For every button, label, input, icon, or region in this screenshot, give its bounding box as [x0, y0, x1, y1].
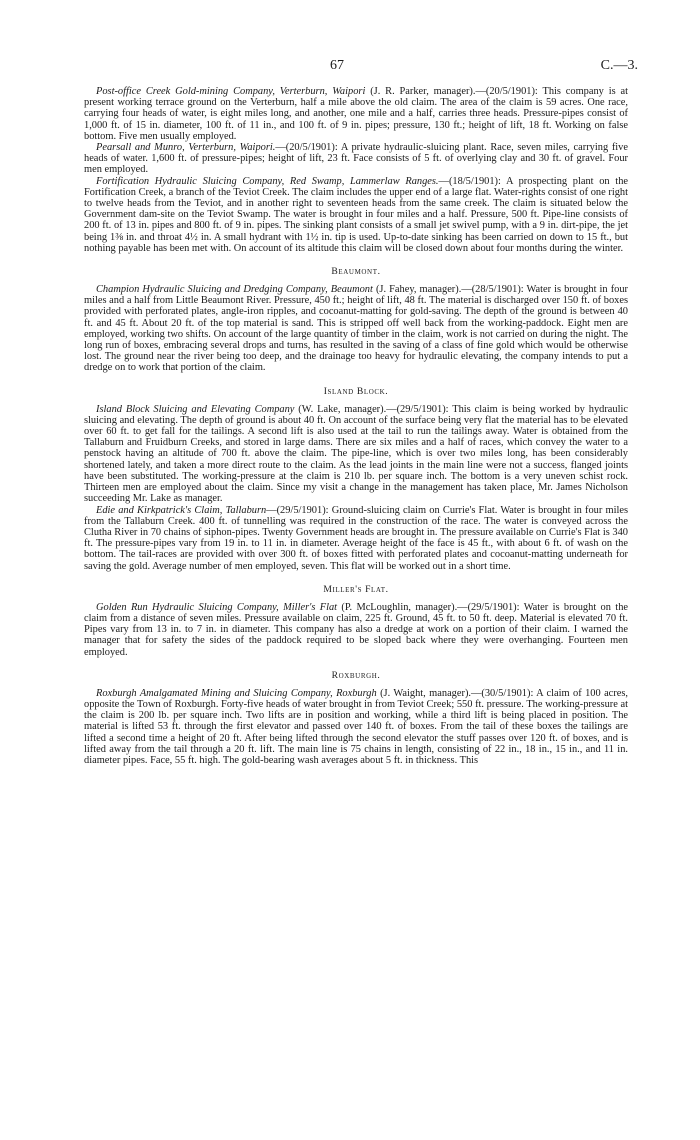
paragraph-text: (P. McLoughlin, manager).—(29/5/1901): Water is brought on the claim from a distance of seven miles. Pressure available on claim, 225 ft. Ground, 45 ft. to 50 ft. deep. Material is elevated 70 ft. Pipes vary from 13 in. to 7 in. in diameter. This company has also a dredge at work on a portion of their claim. I warned the manager that for safety the sides of the paddock required to be sloped back where they were overhanging. Fourteen men employed.: [84, 601, 628, 658]
paragraph-post-office-creek: [84, 86, 628, 142]
paragraph-text: (J. Fahey, manager).—(28/5/1901): Water is brought in four miles and a half from Little Beaumont River. Pressure, 450 ft.; height of lift, 48 ft. The material is discharged over 150 ft. of boxes provided with perforated plates, angle-iron ripples, and cocoanut-matting for gold-saving. The depth of the ground is between 40 ft. and 45 ft. About 20 ft. of the top material is sand. This is stripped off well back from the working-paddock. Eight men are employed, working two shifts. On account of the large quantity of timber in the claim, work is not carried on during the night. The long run of boxes, embracing several drops and turns, has resulted in the saving of a class of fine gold which would be otherwise lost. The ground near the river being too deep, and the drainage too heavy for hydraulic elevating, the company intends to put a dredge on to work that portion of the claim.: [84, 284, 628, 374]
company-name: Island Block Sluicing and Elevating Company: [96, 403, 295, 415]
paragraph-edie-kirkpatrick: [84, 505, 628, 572]
company-name: Edie and Kirkpatrick's Claim, Tallaburn: [96, 504, 267, 516]
paragraph-golden-run: [84, 602, 628, 658]
company-name: Post-office Creek Gold-mining Company, Verterburn, Waipori: [96, 86, 366, 97]
company-name: Pearsall and Munro, Verterburn, Waipori.: [96, 142, 276, 154]
section-heading-island-block: Island Block.: [323, 385, 389, 397]
company-name: Roxburgh Amalgamated Mining and Sluicing Company, Roxburgh: [96, 687, 377, 699]
document-page: [84, 58, 638, 766]
company-name: Golden Run Hydraulic Sluicing Company, Miller's Flat: [96, 601, 338, 613]
company-name: Fortification Hydraulic Sluicing Company, Red Swamp, Lammerlaw Ranges.: [96, 175, 439, 187]
paragraph-text: (J. R. Parker, manager).—(20/5/1901): This company is at present working terrace ground on the Verterburn, half a mile above the old claim. The area of the claim is 59 acres. One race, carrying four heads of water, is eight miles long, and another, one mile and a half, carries three heads. Pressure-pipes consist of 1,000 ft. of 15 in. diameter, 100 ft. of 11 in., and 100 ft. of 9 in. pipes; pressure, 130 ft.; height of lift, 18 ft. Working on false bottom. Five men usually employed.: [84, 86, 628, 142]
paragraph-text: (J. Waight, manager).—(30/5/1901): A claim of 100 acres, opposite the Town of Roxburgh. Forty-five heads of water brought in from Teviot Creek; 550 ft. pressure. The working-pressure at the claim is 200 lb. per square inch. Two lifts are in position and working, while a third lift is being placed in position. The material is lifted 53 ft. through the first elevator and passed over 140 ft. of boxes. From the tail of these boxes the tailings are lifted a second time a height of 20 ft. After being lifted through the second elevator the stuff passes over 120 ft. of boxes, and is lifted away from the tail through a 20 ft. lift. The main line is 75 chains in length, consisting of 22 in., 18 in., 15 in., and 11 in. diameter pipes. Face, 55 ft. high. The gold-bearing wash averages about 5 ft. in thickness. This: [84, 687, 629, 766]
paragraph-pearsall-munro: [84, 142, 628, 176]
paragraph-fortification: [84, 176, 628, 254]
section-heading-millers-flat: Miller's Flat.: [323, 583, 389, 595]
paragraph-text: (W. Lake, manager).—(29/5/1901): This claim is being worked by hydraulic sluicing and elevating. The depth of ground is about 40 ft. On account of the surface being very flat the material has to be elevated over 60 ft. to get fall for the tailings. A second lift is also used at the tail to run the tailings away. Water is obtained from the Tallaburn and Fruidburn Creeks, and stored in large dams. There are six miles and a half of races, which convey the water to a penstock having an altitude of 700 ft. above the claim. The pipe-line, which is over two miles long, has been considerably shortened lately, and taken a more direct route to the claim. As the lead joints in the main line were not a success, flanged joints have been substituted. The working-pressure at the claim is 210 lb. per square inch. The bottom is a very uneven schist rock. Thirteen men are employed about the claim. Since my visit a change in the management has taken place, Mr. James Nicholson succeeding Mr. Lake as manager.: [84, 403, 628, 505]
paragraph-roxburgh-amalgamated: [84, 688, 628, 766]
paragraph-island-block: [84, 404, 628, 505]
section-heading-roxburgh: Roxburgh.: [331, 669, 381, 681]
paragraph-text: —(18/5/1901): A prospecting plant on the Fortification Creek, a branch of the Teviot Creek. The claim includes the upper end of a large flat. Water-rights consist of one right to twelve heads from the Teviot, and in another right to seventeen heads from the same creek. The claim is situated below the Government dam-site on the Teviot Swamp. The water is brought in four miles and a half. Pressure, 500 ft. Pipe-line consists of 200 ft. of 13 in. pipes and 800 ft. of 9 in. pipes. The sinking plant consists of a small jet swivel pump, with a 9 in. dirt-pipe, the jet being 1⅜ in. and throat 4½ in. A small hydrant with 1½ in. tip is used. Up-to-date sinking has been carried on down to 15 ft., but nothing payable has been met with. On account of its altitude this claim will be closed down about four months during the winter.: [84, 175, 628, 254]
page-header: [84, 58, 638, 86]
paragraph-champion: [84, 284, 628, 374]
paragraph-text: —(29/5/1901): Ground-sluicing claim on Currie's Flat. Water is brought in four miles from the Tallaburn Creek. 400 ft. of tunnelling was required in the construction of the race. The water is conveyed across the Clutha River in 70 chains of siphon-pipes. Twenty Government heads are brought in. The pressure available on Currie's Flat is 340 ft. The pressure-pipes vary from 19 in. to 11 in. in diameter. Average height of the face is 45 ft., with about 6 ft. of wash on the bottom. The tail-races are provided with over 300 ft. of boxes fitted with perforated plates and cocoanut-matting underneath for saving the gold. Average number of men employed, seven. This flat will be worked out in a short time.: [84, 504, 628, 572]
company-name: Champion Hydraulic Sluicing and Dredging Company, Beaumont: [96, 284, 373, 296]
section-heading-beaumont: Beaumont.: [331, 266, 381, 278]
page-number: 67: [330, 58, 344, 73]
document-reference: C.—3.: [600, 58, 638, 73]
paragraph-text: —(20/5/1901): A private hydraulic-sluicing plant. Race, seven miles, carrying five heads of water. 1,600 ft. of pressure-pipes; height of lift, 23 ft. Face consists of 5 ft. of overlying clay and 30 ft. of gravel. Four men employed.: [84, 142, 628, 176]
